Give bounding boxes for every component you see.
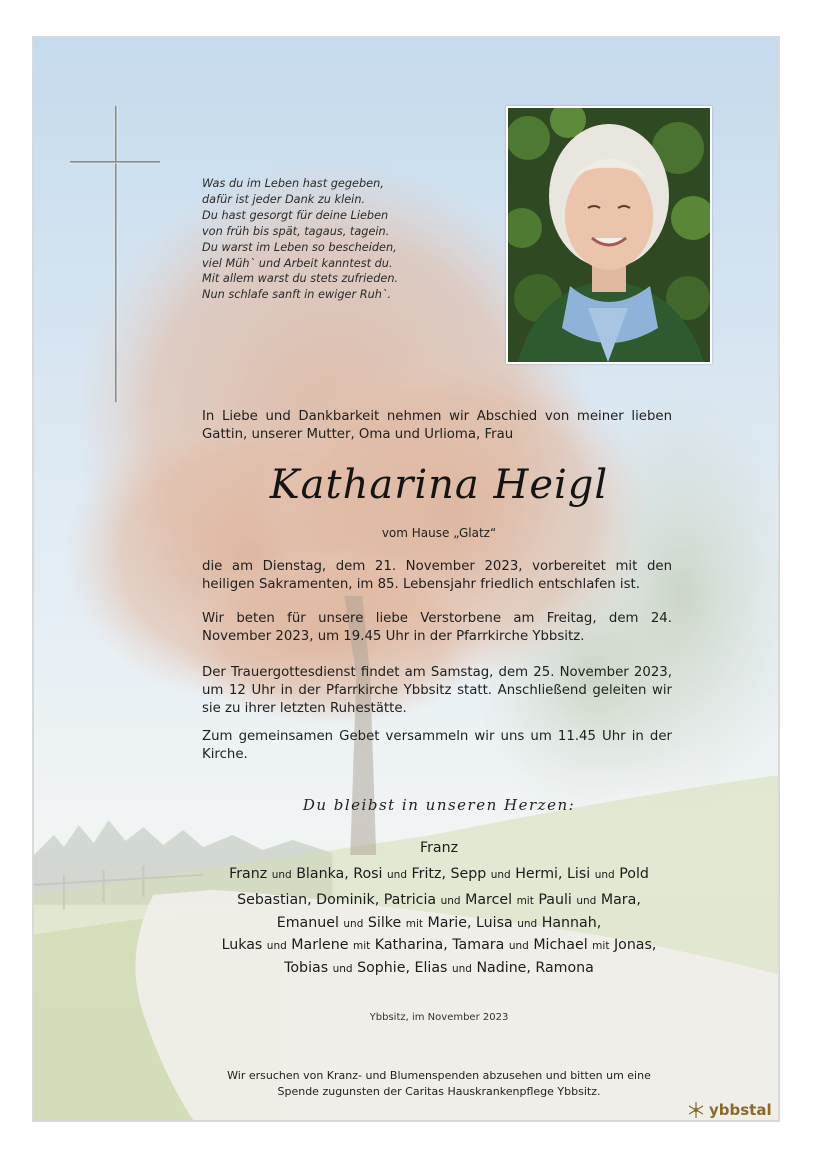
children-line bbox=[154, 864, 724, 887]
ybbstal-logo bbox=[686, 1100, 772, 1120]
poem-line: viel Müh` und Arbeit kanntest du. bbox=[202, 256, 393, 270]
obituary-card bbox=[32, 36, 780, 1122]
prayer-notice: Wir beten für unsere liebe Verstorbene am Freitag, dem 24. November 2023, um 19.45 Uhr in der Pfarrkirche Ybbsitz. bbox=[202, 611, 672, 645]
prayer-gathering-notice: Zum gemeinsamen Gebet versammeln wir uns um 11.45 Uhr in der Kirche. bbox=[202, 729, 672, 763]
connector-word: und bbox=[594, 869, 615, 881]
house-name: vom Hause „Glatz“ bbox=[381, 526, 497, 540]
connector-word: und bbox=[271, 869, 292, 881]
donation-line: Spende zugunsten der Caritas Hauskrankenpflege Ybbsitz. bbox=[277, 1085, 601, 1098]
dandelion-icon bbox=[686, 1100, 706, 1120]
spouse-name: Franz bbox=[419, 840, 459, 856]
donation-line: Wir ersuchen von Kranz- und Blumenspenden abzusehen und bitten um eine bbox=[227, 1069, 651, 1082]
connector-word: und bbox=[490, 869, 511, 881]
poem-line: Du warst im Leben so bescheiden, bbox=[202, 240, 397, 254]
poem-line: dafür ist jeder Dank zu klein. bbox=[202, 192, 366, 206]
grandchildren-line: Tobias und Sophie, Elias und Nadine, Ramona bbox=[284, 959, 594, 976]
mourner-name: Hermi, bbox=[515, 866, 563, 882]
memorial-poem bbox=[202, 176, 452, 303]
poem-line: Du hast gesorgt für deine Lieben bbox=[202, 208, 389, 222]
connector-word: und bbox=[387, 869, 407, 881]
poem-line: Was du im Leben hast gegeben, bbox=[202, 177, 384, 190]
logo-text: ybbstal bbox=[709, 1101, 772, 1119]
mourner-name: Sepp bbox=[450, 866, 487, 882]
grandchildren-line: Lukas und Marlene mit Katharina, Tamara und Michael mit Jonas, bbox=[221, 937, 657, 953]
poem-line: von früh bis spät, tagaus, tagein. bbox=[202, 224, 390, 238]
portrait-illustration bbox=[508, 108, 710, 362]
mourner-name: Fritz, bbox=[411, 866, 446, 882]
mourner-name: Pold bbox=[619, 866, 649, 882]
mourner-name: Rosi bbox=[353, 866, 383, 882]
mourners-heading: Du bleibst in unseren Herzen: bbox=[302, 796, 576, 814]
grandchildren-line: Sebastian, Dominik, Patricia und Marcel mit Pauli und Mara, bbox=[237, 892, 641, 908]
funeral-mass-notice: Der Trauergottesdienst findet am Samstag, dem 25. November 2023, um 12 Uhr in der Pfarrkirche Ybbsitz statt. Anschließend geleiten wir sie zu ihrer letzten Ruhestätte. bbox=[202, 665, 672, 717]
grandchildren-block bbox=[154, 890, 724, 980]
death-notice: die am Dienstag, dem 21. November 2023, vorbereitet mit den heiligen Sakramenten, im 85. Lebensjahr friedlich entschlafen ist. bbox=[202, 559, 672, 593]
portrait-photo bbox=[506, 106, 712, 364]
mourner-name: Franz bbox=[229, 866, 268, 882]
grandchildren-line: Emanuel und Silke mit Marie, Luisa und Hannah, bbox=[276, 914, 602, 931]
deceased-name: Katharina Heigl bbox=[269, 462, 609, 508]
place-date: Ybbsitz, im November 2023 bbox=[369, 1012, 509, 1023]
mourner-name: Blanka, bbox=[296, 866, 349, 882]
poem-line: Mit allem warst du stets zufrieden. bbox=[202, 272, 399, 286]
cross-icon bbox=[70, 106, 162, 406]
poem-line: Nun schlafe sanft in ewiger Ruh`. bbox=[202, 288, 392, 302]
mourner-name: Lisi bbox=[567, 866, 591, 882]
intro-text: In Liebe und Dankbarkeit nehmen wir Abschied von meiner lieben Gattin, unserer Mutter, Oma und Urlioma, Frau bbox=[202, 409, 672, 443]
donation-request bbox=[154, 1068, 724, 1100]
